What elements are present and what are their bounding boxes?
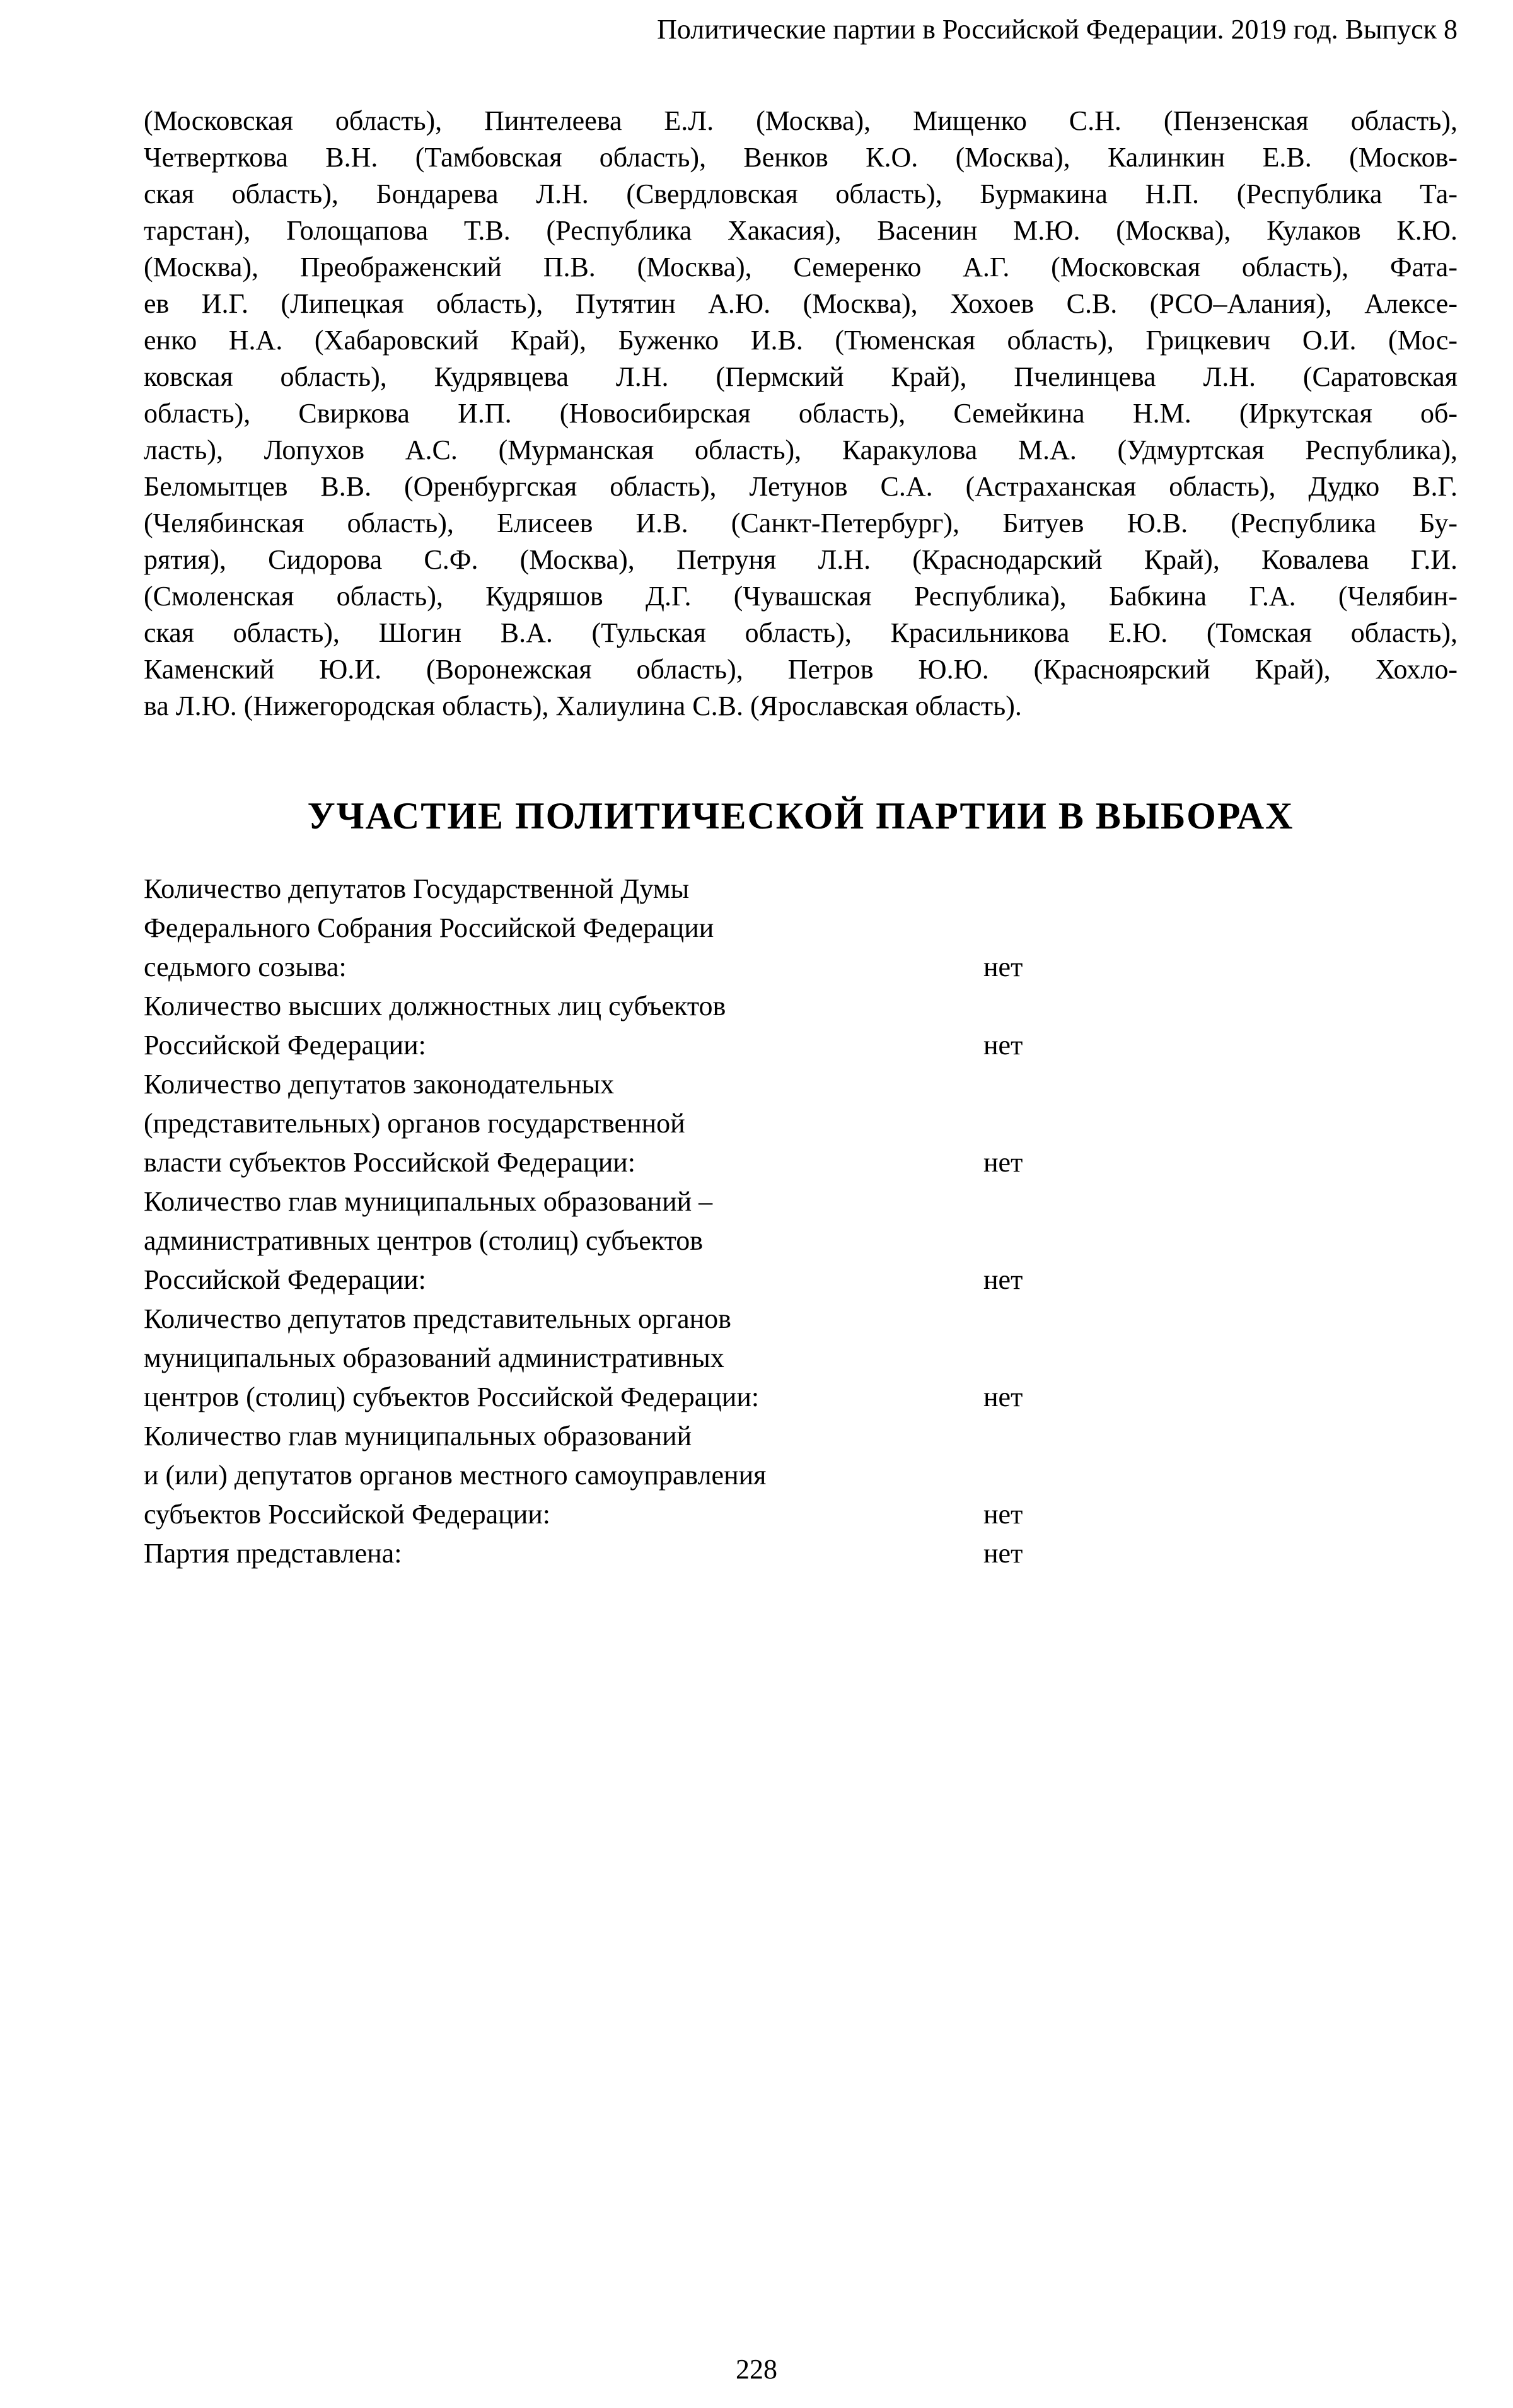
list-item bbox=[144, 1534, 1458, 1573]
item-label-line-text: Российской Федерации: bbox=[144, 1264, 426, 1295]
item-label-line-text: субъектов Российской Федерации: bbox=[144, 1499, 551, 1530]
paragraph-line: ласть), Лопухов А.С. (Мурманская область), Каракулова М.А. (Удмуртская Республика), bbox=[144, 434, 1458, 465]
item-value: нет bbox=[983, 951, 1023, 982]
election-participation-list bbox=[144, 870, 1458, 1573]
item-label-line: Количество глав муниципальных образований – bbox=[144, 1186, 713, 1217]
item-label-line-text: власти субъектов Российской Федерации: bbox=[144, 1147, 636, 1178]
list-item bbox=[144, 1065, 1458, 1182]
item-label-line bbox=[144, 948, 1458, 987]
item-label-line bbox=[144, 1495, 1458, 1534]
item-label-line: Количество депутатов законодательных bbox=[144, 1069, 615, 1100]
list-item bbox=[144, 987, 1458, 1065]
list-item bbox=[144, 870, 1458, 987]
paragraph-line: Беломытцев В.В. (Оренбургская область), Летунов С.А. (Астраханская область), Дудко В.Г. bbox=[144, 471, 1458, 502]
item-label-line bbox=[144, 1143, 1458, 1182]
item-label-line: Количество глав муниципальных образований bbox=[144, 1421, 692, 1451]
section-heading: УЧАСТИЕ ПОЛИТИЧЕСКОЙ ПАРТИИ В ВЫБОРАХ bbox=[307, 795, 1294, 837]
item-label-line: и (или) депутатов органов местного самоуправления bbox=[144, 1460, 767, 1491]
item-label-line bbox=[144, 1260, 1458, 1300]
item-value: нет bbox=[983, 1264, 1023, 1295]
paragraph-line: ев И.Г. (Липецкая область), Путятин А.Ю. (Москва), Хохоев С.В. (РСО–Алания), Алексе- bbox=[144, 288, 1458, 319]
paragraph-line: (Челябинская область), Елисеев И.В. (Санкт-Петербург), Битуев Ю.В. (Республика Бу- bbox=[144, 508, 1458, 538]
paragraph-line: Четверткова В.Н. (Тамбовская область), Венков К.О. (Москва), Калинкин Е.В. (Москов- bbox=[144, 142, 1458, 173]
item-label-line: Федерального Собрания Российской Федерации bbox=[144, 912, 714, 943]
item-value: нет bbox=[983, 1538, 1023, 1569]
paragraph-line: енко Н.А. (Хабаровский Край), Буженко И.В. (Тюменская область), Грицкевич О.И. (Мос- bbox=[144, 325, 1458, 356]
party-members-paragraph bbox=[144, 103, 1458, 724]
paragraph-line: (Смоленская область), Кудряшов Д.Г. (Чувашская Республика), Бабкина Г.А. (Челябин- bbox=[144, 581, 1458, 612]
paragraph-line: область), Свиркова И.П. (Новосибирская область), Семейкина Н.М. (Иркутская об- bbox=[144, 398, 1458, 429]
item-value: нет bbox=[983, 1030, 1023, 1061]
list-item bbox=[144, 1182, 1458, 1300]
item-value: нет bbox=[983, 1381, 1023, 1412]
item-label-line: Количество депутатов Государственной Думы bbox=[144, 873, 690, 904]
item-value: нет bbox=[983, 1499, 1023, 1530]
paragraph-line: Каменский Ю.И. (Воронежская область), Петров Ю.Ю. (Красноярский Край), Хохло- bbox=[144, 654, 1458, 685]
item-label-line-text: седьмого созыва: bbox=[144, 951, 347, 982]
paragraph-line: (Московская область), Пинтелеева Е.Л. (Москва), Мищенко С.Н. (Пензенская область), bbox=[144, 105, 1458, 136]
item-label-line-text: Российской Федерации: bbox=[144, 1030, 426, 1061]
paragraph-line: ва Л.Ю. (Нижегородская область), Халиулина С.В. (Ярославская область). bbox=[144, 690, 1022, 721]
paragraph-line: (Москва), Преображенский П.В. (Москва), Семеренко А.Г. (Московская область), Фата- bbox=[144, 252, 1458, 282]
page-number: 228 bbox=[736, 2354, 777, 2385]
paragraph-line: тарстан), Голощапова Т.В. (Республика Хакасия), Васенин М.Ю. (Москва), Кулаков К.Ю. bbox=[144, 215, 1458, 246]
paragraph-line: рятия), Сидорова С.Ф. (Москва), Петруня Л.Н. (Краснодарский Край), Ковалева Г.И. bbox=[144, 544, 1458, 575]
item-label-line: административных центров (столиц) субъектов bbox=[144, 1225, 704, 1256]
paragraph-line: ская область), Бондарева Л.Н. (Свердловская область), Бурмакина Н.П. (Республика Та- bbox=[144, 178, 1458, 209]
item-label-line-text: центров (столиц) субъектов Российской Федерации: bbox=[144, 1381, 760, 1412]
paragraph-line: ская область), Шогин В.А. (Тульская область), Красильникова Е.Ю. (Томская область), bbox=[144, 617, 1458, 648]
item-label-line: Количество депутатов представительных органов bbox=[144, 1303, 731, 1334]
item-label-line-text: Партия представлена: bbox=[144, 1538, 402, 1569]
item-label-line bbox=[144, 1026, 1458, 1065]
item-label-line bbox=[144, 1534, 1458, 1573]
item-label-line: Количество высших должностных лиц субъектов bbox=[144, 991, 726, 1021]
running-head: Политические партии в Российской Федерации. 2019 год. Выпуск 8 bbox=[657, 14, 1458, 45]
list-item bbox=[144, 1300, 1458, 1417]
item-label-line: (представительных) органов государственной bbox=[144, 1108, 685, 1139]
item-label-line bbox=[144, 1378, 1458, 1417]
item-label-line: муниципальных образований административных bbox=[144, 1342, 724, 1373]
paragraph-line: ковская область), Кудрявцева Л.Н. (Пермский Край), Пчелинцева Л.Н. (Саратовская bbox=[144, 361, 1458, 392]
item-value: нет bbox=[983, 1147, 1023, 1178]
list-item bbox=[144, 1417, 1458, 1534]
